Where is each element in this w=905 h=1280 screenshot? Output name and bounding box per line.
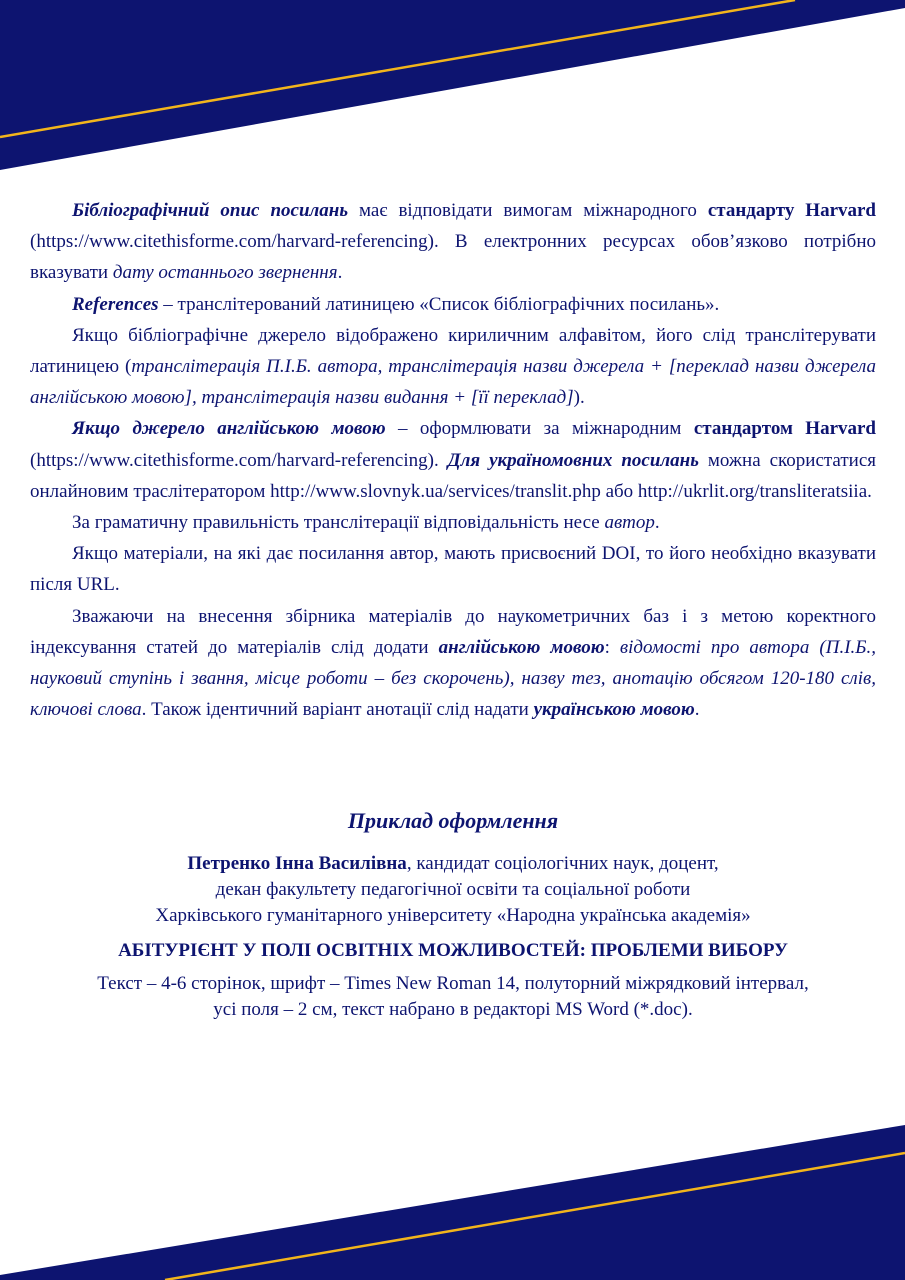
author-line [30,851,876,877]
paragraph-english-metadata [30,601,876,726]
text-run: – транслітерований латиницею «Список бібліографічних посилань». [158,293,720,315]
text-run: Якщо бібліографічне джерело відображено кириличним алфавітом, його слід транслітерувати латиницею ( [30,324,876,378]
text-run: . Також ідентичний варіант анотації слід надати [141,699,534,721]
author-info [30,851,876,929]
italic-text-run: автор [604,512,655,534]
text-run: (https://www.citethisforme.com/harvard-referencing). В електронних ресурсах обов’язково потрібно вказувати [30,231,876,284]
text-run: – оформлювати за міжнародним [385,418,694,440]
text-run: . [694,699,700,721]
requirements-line-1: Текст – 4-6 сторінок, шрифт – Times New Roman 14, полуторний міжрядковий інтервал, [97,973,809,994]
bottom-navy-shape [0,1125,905,1280]
paragraph-author-responsibility [30,507,876,538]
requirements-line-2: усі поля – 2 см, текст набрано в редакторі MS Word (*.doc). [213,999,693,1020]
example-heading: Приклад оформлення [347,808,559,833]
paragraph-references [30,289,876,320]
text-run: . [654,512,660,534]
bold-italic-text-run: References [72,293,159,315]
author-position: декан факультету педагогічної освіти та соціальної роботи [215,879,691,900]
bold-italic-text-run: Якщо джерело англійською мовою [72,418,386,440]
text-run: За граматичну правильність транслітерації відповідальність несе [72,512,605,534]
author-name: Петренко Інна Василівна [187,853,407,874]
text-run: : [604,636,620,658]
text-run: Зважаючи на внесення збірника матеріалів до наукометричних баз і з метою коректного індексування статей до матеріалів слід додати [30,605,876,658]
bold-italic-text-run: Для україномовних посилань [447,449,699,471]
body-text [30,195,876,725]
italic-text-run: транслітерація П.І.Б. автора, транслітерація назви джерела + [переклад назви джерела англійською мовою], транслітерація назви видання + [її переклад] [30,356,876,409]
text-run: має відповідати вимогам міжнародного [348,200,708,221]
italic-text-run: дату останнього звернення [112,262,338,284]
bold-text-run: стандартом Harvard [693,418,877,440]
text-run: ). [573,387,585,409]
paragraph-bibliographic-description [30,195,876,289]
text-run: . [337,262,343,284]
formatting-requirements [30,971,876,1023]
author-institution: Харківського гуманітарного університету «Народна українська академія» [155,905,751,926]
bold-italic-text-run: Бібліографічний опис посилань [72,200,349,221]
paragraph-transliteration-rule [30,320,876,414]
bold-italic-text-run: українською мовою [533,699,695,721]
text-run: Якщо матеріали, на які дає посилання автор, мають присвоєний DOI, то його необхідно вказувати після URL. [30,543,876,596]
top-navy-shape [0,0,905,170]
top-decorative-band [0,0,905,175]
bottom-decorative-band [0,1110,905,1280]
paragraph-english-sources [30,413,876,507]
example-paper-title: АБІТУРІЄНТ У ПОЛІ ОСВІТНІХ МОЖЛИВОСТЕЙ: ПРОБЛЕМИ ВИБОРУ [118,940,788,961]
text-run: (https://www.citethisforme.com/harvard-referencing). [30,449,448,471]
bold-italic-text-run: англійською мовою [438,636,605,658]
italic-text-run: відомості про автора (П.І.Б., науковий ступінь і звання, місце роботи – без скорочень), назву тез, анотацію обсягом 120-180 слів, ключові слова [30,636,876,721]
formatting-example [30,805,876,1023]
text-run: можна скористатися онлайновим траслітератором http://www.slovnyk.ua/services/translit.php або http://ukrlit.org/transliteratsiia. [30,449,876,502]
author-degree: , кандидат соціологічних наук, доцент, [406,853,719,874]
bold-text-run: стандарту Harvard [707,200,877,221]
paragraph-doi [30,538,876,600]
